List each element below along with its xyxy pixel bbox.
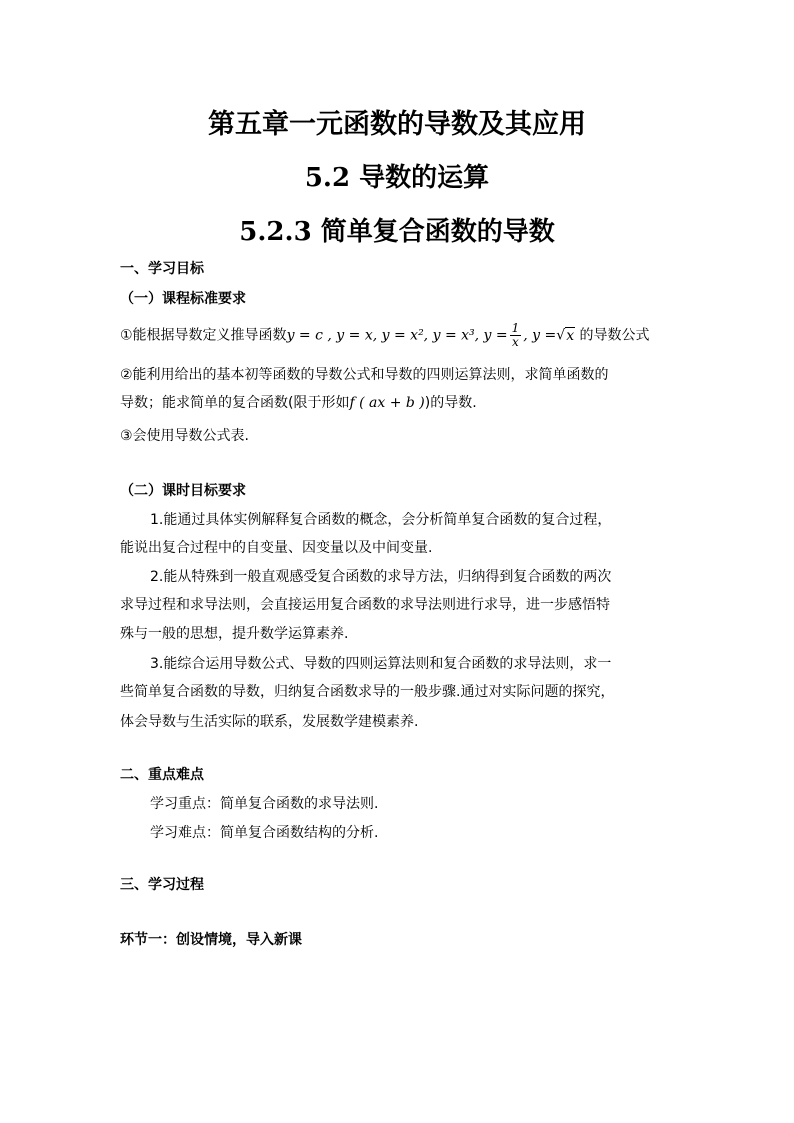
fraction-one-over-x: [510, 322, 522, 349]
fraction-denominator: x: [512, 335, 519, 349]
heading-key-points: 二、重点难点: [120, 767, 204, 783]
sqrt-argument: x: [566, 327, 575, 344]
key-point: 学习重点：简单复合函数的求导法则.: [150, 796, 379, 812]
fraction-numerator: 1: [511, 321, 520, 335]
chapter-title: 第五章一元函数的导数及其应用: [208, 109, 586, 140]
goal-item-2-prefix: 导数；能求简单的复合函数(限于形如: [120, 395, 350, 411]
goal-item-1-formula-a: y = c , y = x, y = x², y = x³, y =: [286, 327, 508, 344]
heading-curriculum-requirements: （一）课程标准要求: [120, 291, 246, 307]
goal-item-1-suffix: 的导数公式: [575, 327, 650, 344]
sqrt-symbol: √: [556, 327, 566, 344]
goal-item-1-prefix: ①能根据导数定义推导函数: [120, 327, 287, 344]
goal-item-2-formula: f ( ax + b ): [349, 395, 425, 411]
lesson-goal-1-line-1: 1.能通过具体实例解释复合函数的概念，会分析简单复合函数的复合过程，: [150, 512, 612, 528]
heading-learning-goals: 一、学习目标: [120, 261, 204, 277]
difficult-point: 学习难点：简单复合函数结构的分析.: [150, 825, 379, 841]
lesson-goal-2-line-1: 2.能从特殊到一般直观感受复合函数的求导方法，归纳得到复合函数的两次: [150, 569, 612, 585]
goal-item-1: [120, 322, 650, 349]
heading-learning-process: 三、学习过程: [120, 877, 204, 893]
subsection-title: 5.2.3 简单复合函数的导数: [239, 217, 555, 247]
lesson-goal-3-line-1: 3.能综合运用导数公式、导数的四则运算法则和复合函数的求导法则，求一: [150, 656, 612, 672]
goal-item-1-formula-b: , y =: [523, 327, 557, 344]
lesson-goal-3-line-3: 体会导数与生活实际的联系，发展数学建模素养.: [120, 714, 419, 730]
sqrt-x: [556, 327, 575, 344]
goal-item-3: ③会使用导数公式表.: [120, 428, 250, 444]
lesson-goal-3-line-2: 些简单复合函数的导数，归纳复合函数求导的一般步骤.通过对实际问题的探究，: [120, 684, 615, 700]
lesson-goal-2-line-3: 殊与一般的思想，提升数学运算素养.: [120, 626, 349, 642]
lesson-goal-2-line-2: 求导过程和求导法则，会直接运用复合函数的求导法则进行求导，进一步感悟特: [120, 597, 610, 613]
heading-lesson-goals: （二）课时目标要求: [120, 483, 246, 499]
goal-item-2-suffix: )的导数.: [424, 395, 477, 411]
goal-item-2-line-2: [120, 393, 477, 413]
section-title: 5.2 导数的运算: [304, 163, 490, 193]
step-1-heading: 环节一：创设情境，导入新课: [120, 932, 302, 948]
lesson-goal-1-line-2: 能说出复合过程中的自变量、因变量以及中间变量.: [120, 540, 433, 556]
goal-item-2-line-1: ②能利用给出的基本初等函数的导数公式和导数的四则运算法则，求简单函数的: [120, 367, 609, 383]
